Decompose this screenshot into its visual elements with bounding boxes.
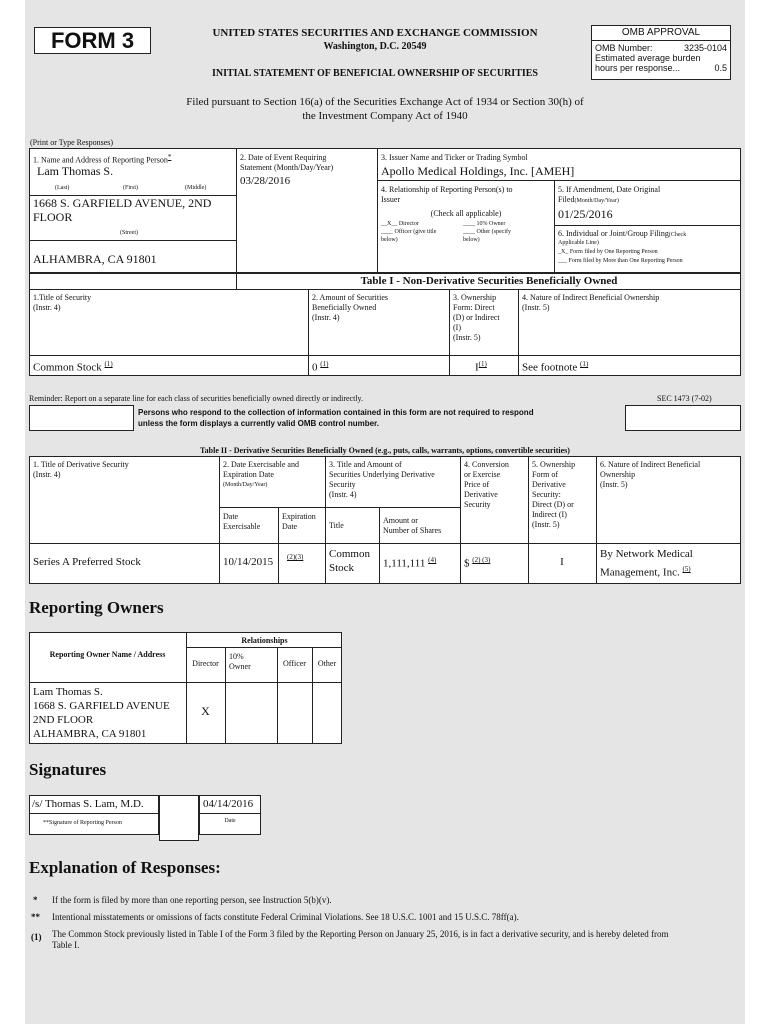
check-all-applicable: (Check all applicable) xyxy=(430,209,502,218)
explanation-heading: Explanation of Responses: xyxy=(29,858,221,877)
first-label: (First) xyxy=(123,185,138,191)
persons-notice-2: unless the form displays a currently valid OMB control number. xyxy=(138,419,379,428)
owner-row-address: Lam Thomas S. 1668 S. GARFIELD AVENUE 2ND FLOOR ALHAMBRA, CA 91801 xyxy=(33,686,170,740)
t2-sub-amount: Amount or Number of Shares xyxy=(383,516,442,535)
reporting-person-name: Lam Thomas S. xyxy=(37,164,114,178)
signature-label: **Signature of Reporting Person xyxy=(43,820,122,826)
issuer-name: Apollo Medical Holdings, Inc. [AMEH] xyxy=(381,164,575,178)
note2-mark: ** xyxy=(31,912,40,922)
t1-col1-header: 1.Title of Security (Instr. 4) xyxy=(33,293,92,312)
box4-label-2: Issuer xyxy=(381,195,401,204)
box6-line2: Applicable Line) xyxy=(558,240,599,246)
signatures-heading: Signatures xyxy=(29,760,107,779)
print-note: (Print or Type Responses) xyxy=(30,138,114,147)
sec-code: SEC 1473 (7-02) xyxy=(657,394,712,403)
street-line1: 1668 S. GARFIELD AVENUE, 2ND xyxy=(33,196,212,210)
signature-value: /s/ Thomas S. Lam, M.D. xyxy=(32,798,144,810)
agency-name: UNITED STATES SECURITIES AND EXCHANGE COMMISSION xyxy=(212,27,538,39)
filing-option-more: ___ Form filed by More than One Reporting Person xyxy=(558,258,683,264)
note1-text: If the form is filed by more than one reporting person, see Instruction 5(b)(v). xyxy=(52,895,332,905)
note2-text: Intentional misstatements or omissions of facts constitute Federal Criminal Violations. See 18 U.S.C. 1001 and 15 U.S.C. 78ff(a). xyxy=(52,912,519,922)
street-label: (Street) xyxy=(120,230,138,236)
owners-col-name: Reporting Owner Name / Address xyxy=(49,650,166,659)
omb-number: 3235-0104 xyxy=(683,43,727,53)
omb-burden-line1: Estimated average burden xyxy=(595,53,701,63)
filing-option-one: _X_ Form filed by One Reporting Person xyxy=(558,249,658,255)
note1-mark: * xyxy=(33,895,38,905)
note3-mark: (1) xyxy=(31,932,42,942)
t2-row-nature: By Network Medical Management, Inc. $^{(5)}$ xyxy=(600,548,693,579)
amendment-date: 01/25/2016 xyxy=(558,207,613,221)
persons-notice-1: Persons who respond to the collection of information contained in this form are not required to respond xyxy=(138,408,534,417)
form-page xyxy=(25,0,745,1024)
ten-pct-check: ____ 10% Owner xyxy=(463,221,506,227)
t2-col5-header: 5. Ownership Form of Derivative Security: Direct (D) or Indirect (I) (Instr. 5) xyxy=(532,460,576,529)
owners-col-officer: Officer xyxy=(283,659,306,668)
other-check: ____ Other (specify xyxy=(463,229,511,235)
box3-label: 3. Issuer Name and Ticker or Trading Symbol xyxy=(381,153,528,162)
omb-box xyxy=(591,25,731,80)
owners-col-ten-pct: 10% Owner xyxy=(229,652,251,671)
note3-text: The Common Stock previously listed in Table I of the Form 3 filed by the Reporting Person on January 25, 2016, is in fact a derivative security, and is hereby deleted from Table I. xyxy=(52,929,669,950)
t2-row-title: Series A Preferred Stock xyxy=(33,556,141,568)
form-title: INITIAL STATEMENT OF BENEFICIAL OWNERSHIP OF SECURITIES xyxy=(211,68,538,79)
filed-pursuant-line2: the Investment Company Act of 1940 xyxy=(302,110,468,122)
persons-right-box xyxy=(625,405,741,431)
t1-row-form: $I^{(1)}$ xyxy=(475,360,487,374)
director-check: __X__ Director xyxy=(381,221,419,227)
t2-col6-header: 6. Nature of Indirect Beneficial Ownership (Instr. 5) xyxy=(600,460,701,489)
owners-col-director: Director xyxy=(192,659,219,668)
t2-row-underlying-title: Common Stock xyxy=(329,548,370,574)
t2-sub-date-exercisable: Date Exercisable xyxy=(223,512,261,531)
box6-label: 6. Individual or Joint/Group Filing(Check xyxy=(558,229,687,238)
box2-label-1: 2. Date of Event Requiring xyxy=(240,153,327,162)
filed-pursuant-line1: Filed pursuant to Section 16(a) of the Securities Exchange Act of 1934 or Section 30(h) of xyxy=(186,96,584,108)
table2-title: Table II - Derivative Securities Beneficially Owned (e.g., puts, calls, warrants, options, convertible securities) xyxy=(200,446,570,455)
officer-check: ____ Officer (give title xyxy=(381,229,437,235)
box1-label: 1. Name and Address of Reporting Person* xyxy=(33,153,172,165)
street-line2: FLOOR xyxy=(33,210,73,224)
t1-row-amount: 0 $^{(1)}$ xyxy=(312,360,329,374)
omb-number-label: OMB Number: xyxy=(595,43,653,53)
event-date: 03/28/2016 xyxy=(240,175,291,187)
other-below: below) xyxy=(463,237,480,243)
form-label: FORM 3 xyxy=(34,27,151,54)
omb-burden-line2: hours per response... xyxy=(595,63,681,73)
reporting-owners-heading: Reporting Owners xyxy=(29,598,164,617)
t2-row-amount: 1,111,111 $^{(4)}$ xyxy=(383,556,437,570)
box2-label-2: Statement (Month/Day/Year) xyxy=(240,163,334,172)
omb-burden-value: 0.5 xyxy=(714,63,727,73)
t2-row-form: I xyxy=(560,556,564,568)
t2-sub-expiration: Expiration Date xyxy=(282,512,316,531)
t2-sub-title: Title xyxy=(329,521,344,530)
middle-label: (Middle) xyxy=(185,185,207,191)
t1-col2-header: 2. Amount of Securities Beneficially Owned (Instr. 4) xyxy=(312,293,388,322)
t2-col1-header: 1. Title of Derivative Security (Instr. 4) xyxy=(33,460,129,479)
city-line: ALHAMBRA, CA 91801 xyxy=(33,252,157,266)
t2-col3-header: 3. Title and Amount of Securities Underlying Derivative Security (Instr. 4) xyxy=(329,460,435,499)
t2-row-price: $ $^{(2) (3)}$ xyxy=(464,556,491,570)
t2-col4-header: 4. Conversion or Exercise Price of Derivative Security xyxy=(464,460,509,509)
t2-row-date-exercisable: 10/14/2015 xyxy=(223,556,274,568)
omb-title: OMB APPROVAL xyxy=(592,26,730,41)
t1-col4-header: 4. Nature of Indirect Beneficial Ownership (Instr. 5) xyxy=(522,293,660,312)
box5-label-1: 5. If Amendment, Date Original xyxy=(558,185,661,194)
signature-spacer-box xyxy=(159,795,199,841)
agency-location: Washington, D.C. 20549 xyxy=(323,41,427,52)
owner-row-director: X xyxy=(201,704,210,718)
owners-relationships: Relationships xyxy=(241,636,288,645)
persons-left-box xyxy=(29,405,134,431)
table1-title: Table I - Non-Derivative Securities Beneficially Owned xyxy=(360,275,618,287)
signature-date: 04/14/2016 xyxy=(203,798,254,810)
t1-row-nature: See footnote $^{(1)}$ xyxy=(522,360,589,374)
officer-below: below) xyxy=(381,237,398,243)
last-label: (Last) xyxy=(55,185,70,191)
t1-col3-header: 3. Ownership Form: Direct (D) or Indirect (I) (Instr. 5) xyxy=(453,293,500,342)
t2-row-expiration: (2)(3) xyxy=(287,553,304,561)
reminder-text: Reminder: Report on a separate line for each class of securities beneficially owned directly or indirectly. xyxy=(29,394,364,403)
t2-col2-header: 2. Date Exercisable and Expiration Date (Month/Day/Year) xyxy=(223,460,299,488)
box4-label-1: 4. Relationship of Reporting Person(s) to xyxy=(381,185,513,194)
owners-col-other: Other xyxy=(317,659,337,668)
date-label: Date xyxy=(224,818,236,824)
t1-row-title: Common Stock $^{(1)}$ xyxy=(33,360,113,374)
box5-label-2: Filed(Month/Day/Year) xyxy=(558,195,619,204)
